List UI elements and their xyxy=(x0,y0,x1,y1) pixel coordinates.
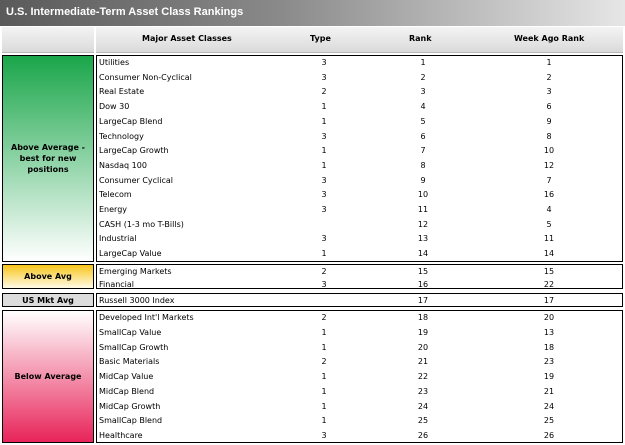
week-ago-rank-cell: 11 xyxy=(543,234,555,244)
week-ago-rank-cell: 14 xyxy=(543,249,555,259)
type-cell: 3 xyxy=(321,131,327,141)
type-cell: 1 xyxy=(321,116,327,126)
table-row xyxy=(97,370,622,385)
rank-cell: 12 xyxy=(417,219,429,229)
table-row xyxy=(97,71,622,86)
col-header-rank: Rank xyxy=(409,34,432,43)
rank-cell: 9 xyxy=(420,175,426,185)
group-table xyxy=(96,264,623,289)
group-us-mkt-avg xyxy=(2,293,623,307)
type-cell: 1 xyxy=(321,401,327,411)
week-ago-rank-cell: 9 xyxy=(546,116,552,126)
asset-name: Industrial xyxy=(99,234,137,244)
type-cell: 3 xyxy=(321,175,327,185)
type-cell: 3 xyxy=(321,72,327,82)
type-cell: 1 xyxy=(321,342,327,352)
rank-cell: 20 xyxy=(417,342,429,352)
type-cell: 1 xyxy=(321,416,327,426)
category-label xyxy=(2,55,94,262)
category-label-text: US Mkt Avg xyxy=(22,295,74,305)
asset-name: Russell 3000 Index xyxy=(99,296,175,305)
asset-name: SmallCap Growth xyxy=(99,342,169,352)
asset-name: SmallCap Value xyxy=(99,327,162,337)
week-ago-rank-cell: 5 xyxy=(546,219,552,229)
asset-name: MidCap Blend xyxy=(99,386,155,396)
rank-cell: 25 xyxy=(417,416,429,426)
week-ago-rank-cell: 20 xyxy=(543,313,555,322)
rank-cell: 6 xyxy=(420,131,426,141)
type-cell: 1 xyxy=(321,372,327,381)
type-cell: 1 xyxy=(321,386,327,396)
type-cell: 3 xyxy=(321,234,327,244)
table-row xyxy=(97,159,622,174)
table-row xyxy=(97,144,622,159)
type-cell: 2 xyxy=(321,357,327,367)
title-bar xyxy=(0,0,625,26)
week-ago-rank-cell: 4 xyxy=(546,205,552,214)
week-ago-rank-cell: 19 xyxy=(543,372,555,381)
table-row xyxy=(97,294,622,309)
rank-cell: 14 xyxy=(417,249,429,259)
table-row xyxy=(97,355,622,370)
rank-cell: 23 xyxy=(417,386,429,396)
table-row xyxy=(97,385,622,400)
header-category-cell xyxy=(2,27,94,53)
rank-cell: 8 xyxy=(420,160,426,170)
rank-cell: 10 xyxy=(417,190,429,200)
table-row xyxy=(97,326,622,341)
rank-cell: 7 xyxy=(420,146,426,156)
table-row xyxy=(97,85,622,100)
asset-name: Basic Materials xyxy=(99,357,160,367)
rank-cell: 21 xyxy=(417,357,429,367)
week-ago-rank-cell: 17 xyxy=(543,296,555,305)
rank-cell: 17 xyxy=(417,296,429,305)
week-ago-rank-cell: 2 xyxy=(546,72,552,82)
rank-cell: 13 xyxy=(417,234,429,244)
table-row xyxy=(97,100,622,115)
type-cell: 2 xyxy=(321,267,327,276)
table-row xyxy=(97,232,622,247)
week-ago-rank-cell: 13 xyxy=(543,327,555,337)
type-cell: 3 xyxy=(321,205,327,214)
table-row xyxy=(97,414,622,429)
week-ago-rank-cell: 10 xyxy=(543,146,555,156)
week-ago-rank-cell: 6 xyxy=(546,102,552,112)
type-cell: 1 xyxy=(321,327,327,337)
type-cell: 3 xyxy=(321,279,327,289)
type-cell: 1 xyxy=(321,102,327,112)
week-ago-rank-cell: 3 xyxy=(546,87,552,97)
group-table xyxy=(96,55,623,262)
asset-name: SmallCap Blend xyxy=(99,416,163,426)
week-ago-rank-cell: 26 xyxy=(543,431,555,440)
group-table xyxy=(96,310,623,443)
table-row xyxy=(97,400,622,415)
type-cell: 3 xyxy=(321,431,327,440)
asset-name: MidCap Growth xyxy=(99,401,161,411)
rank-cell: 1 xyxy=(420,58,426,67)
table-row xyxy=(97,188,622,203)
table-row xyxy=(97,130,622,145)
type-cell: 2 xyxy=(321,313,327,322)
week-ago-rank-cell: 7 xyxy=(546,175,552,185)
week-ago-rank-cell: 1 xyxy=(546,58,552,67)
rank-cell: 4 xyxy=(420,102,426,112)
asset-name: MidCap Value xyxy=(99,372,154,381)
asset-name: Real Estate xyxy=(99,87,145,97)
type-cell: 3 xyxy=(321,190,327,200)
week-ago-rank-cell: 18 xyxy=(543,342,555,352)
asset-name: Consumer Cyclical xyxy=(99,175,174,185)
week-ago-rank-cell: 8 xyxy=(546,131,552,141)
asset-name: Healthcare xyxy=(99,431,143,440)
table-row xyxy=(97,56,622,71)
type-cell: 1 xyxy=(321,146,327,156)
table-row xyxy=(97,311,622,326)
asset-name: LargeCap Blend xyxy=(99,116,163,126)
group-below-average xyxy=(2,310,623,443)
asset-name: Developed Int'l Markets xyxy=(99,313,194,322)
week-ago-rank-cell: 16 xyxy=(543,190,555,200)
category-label xyxy=(2,293,94,307)
table-row xyxy=(97,115,622,130)
asset-name: Telecom xyxy=(99,190,132,200)
week-ago-rank-cell: 24 xyxy=(543,401,555,411)
rank-cell: 15 xyxy=(417,267,429,276)
category-label-text: Above Average - best for new positions xyxy=(11,143,85,174)
asset-name: Energy xyxy=(99,205,128,214)
week-ago-rank-cell: 25 xyxy=(543,416,555,426)
rank-cell: 3 xyxy=(420,87,426,97)
asset-name: Consumer Non-Cyclical xyxy=(99,72,192,82)
asset-name: Utilities xyxy=(99,58,130,67)
asset-name: Technology xyxy=(99,131,144,141)
rank-cell: 16 xyxy=(417,279,429,289)
asset-name: Dow 30 xyxy=(99,102,130,112)
category-label xyxy=(2,264,94,289)
column-header-row xyxy=(96,27,623,53)
table-row xyxy=(97,429,622,444)
rank-cell: 2 xyxy=(420,72,426,82)
table-row xyxy=(97,218,622,233)
asset-name: CASH (1-3 mo T-Bills) xyxy=(99,219,184,229)
asset-name: Emerging Markets xyxy=(99,267,172,276)
rank-cell: 18 xyxy=(417,313,429,322)
rank-cell: 24 xyxy=(417,401,429,411)
col-header-asset: Major Asset Classes xyxy=(142,34,232,43)
rank-cell: 11 xyxy=(417,205,429,214)
group-above-average xyxy=(2,55,623,262)
table-row xyxy=(97,278,622,293)
type-cell: 1 xyxy=(321,249,327,259)
asset-name: LargeCap Growth xyxy=(99,146,169,156)
rank-cell: 5 xyxy=(420,116,426,126)
asset-name: LargeCap Value xyxy=(99,249,162,259)
rank-cell: 22 xyxy=(417,372,429,381)
type-cell: 2 xyxy=(321,87,327,97)
category-label-text: Above Avg xyxy=(24,272,72,281)
asset-name: Financial xyxy=(99,279,135,289)
week-ago-rank-cell: 12 xyxy=(543,160,555,170)
category-label xyxy=(2,310,94,443)
week-ago-rank-cell: 22 xyxy=(543,279,555,289)
category-label-text: Below Average xyxy=(14,372,82,381)
rank-cell: 19 xyxy=(417,327,429,337)
type-cell: 3 xyxy=(321,58,327,67)
week-ago-rank-cell: 23 xyxy=(543,357,555,367)
week-ago-rank-cell: 15 xyxy=(543,267,555,276)
col-header-type: Type xyxy=(310,34,331,43)
asset-name: Nasdaq 100 xyxy=(99,160,147,170)
panel-title: U.S. Intermediate-Term Asset Class Rankings xyxy=(6,6,244,18)
table-row xyxy=(97,203,622,218)
col-header-week-ago-rank: Week Ago Rank xyxy=(514,34,585,43)
group-above-avg xyxy=(2,264,623,289)
table-row xyxy=(97,174,622,189)
table-row xyxy=(97,247,622,262)
week-ago-rank-cell: 21 xyxy=(543,386,555,396)
rank-cell: 26 xyxy=(417,431,429,440)
group-table xyxy=(96,293,623,307)
type-cell: 1 xyxy=(321,160,327,170)
table-row xyxy=(97,341,622,356)
